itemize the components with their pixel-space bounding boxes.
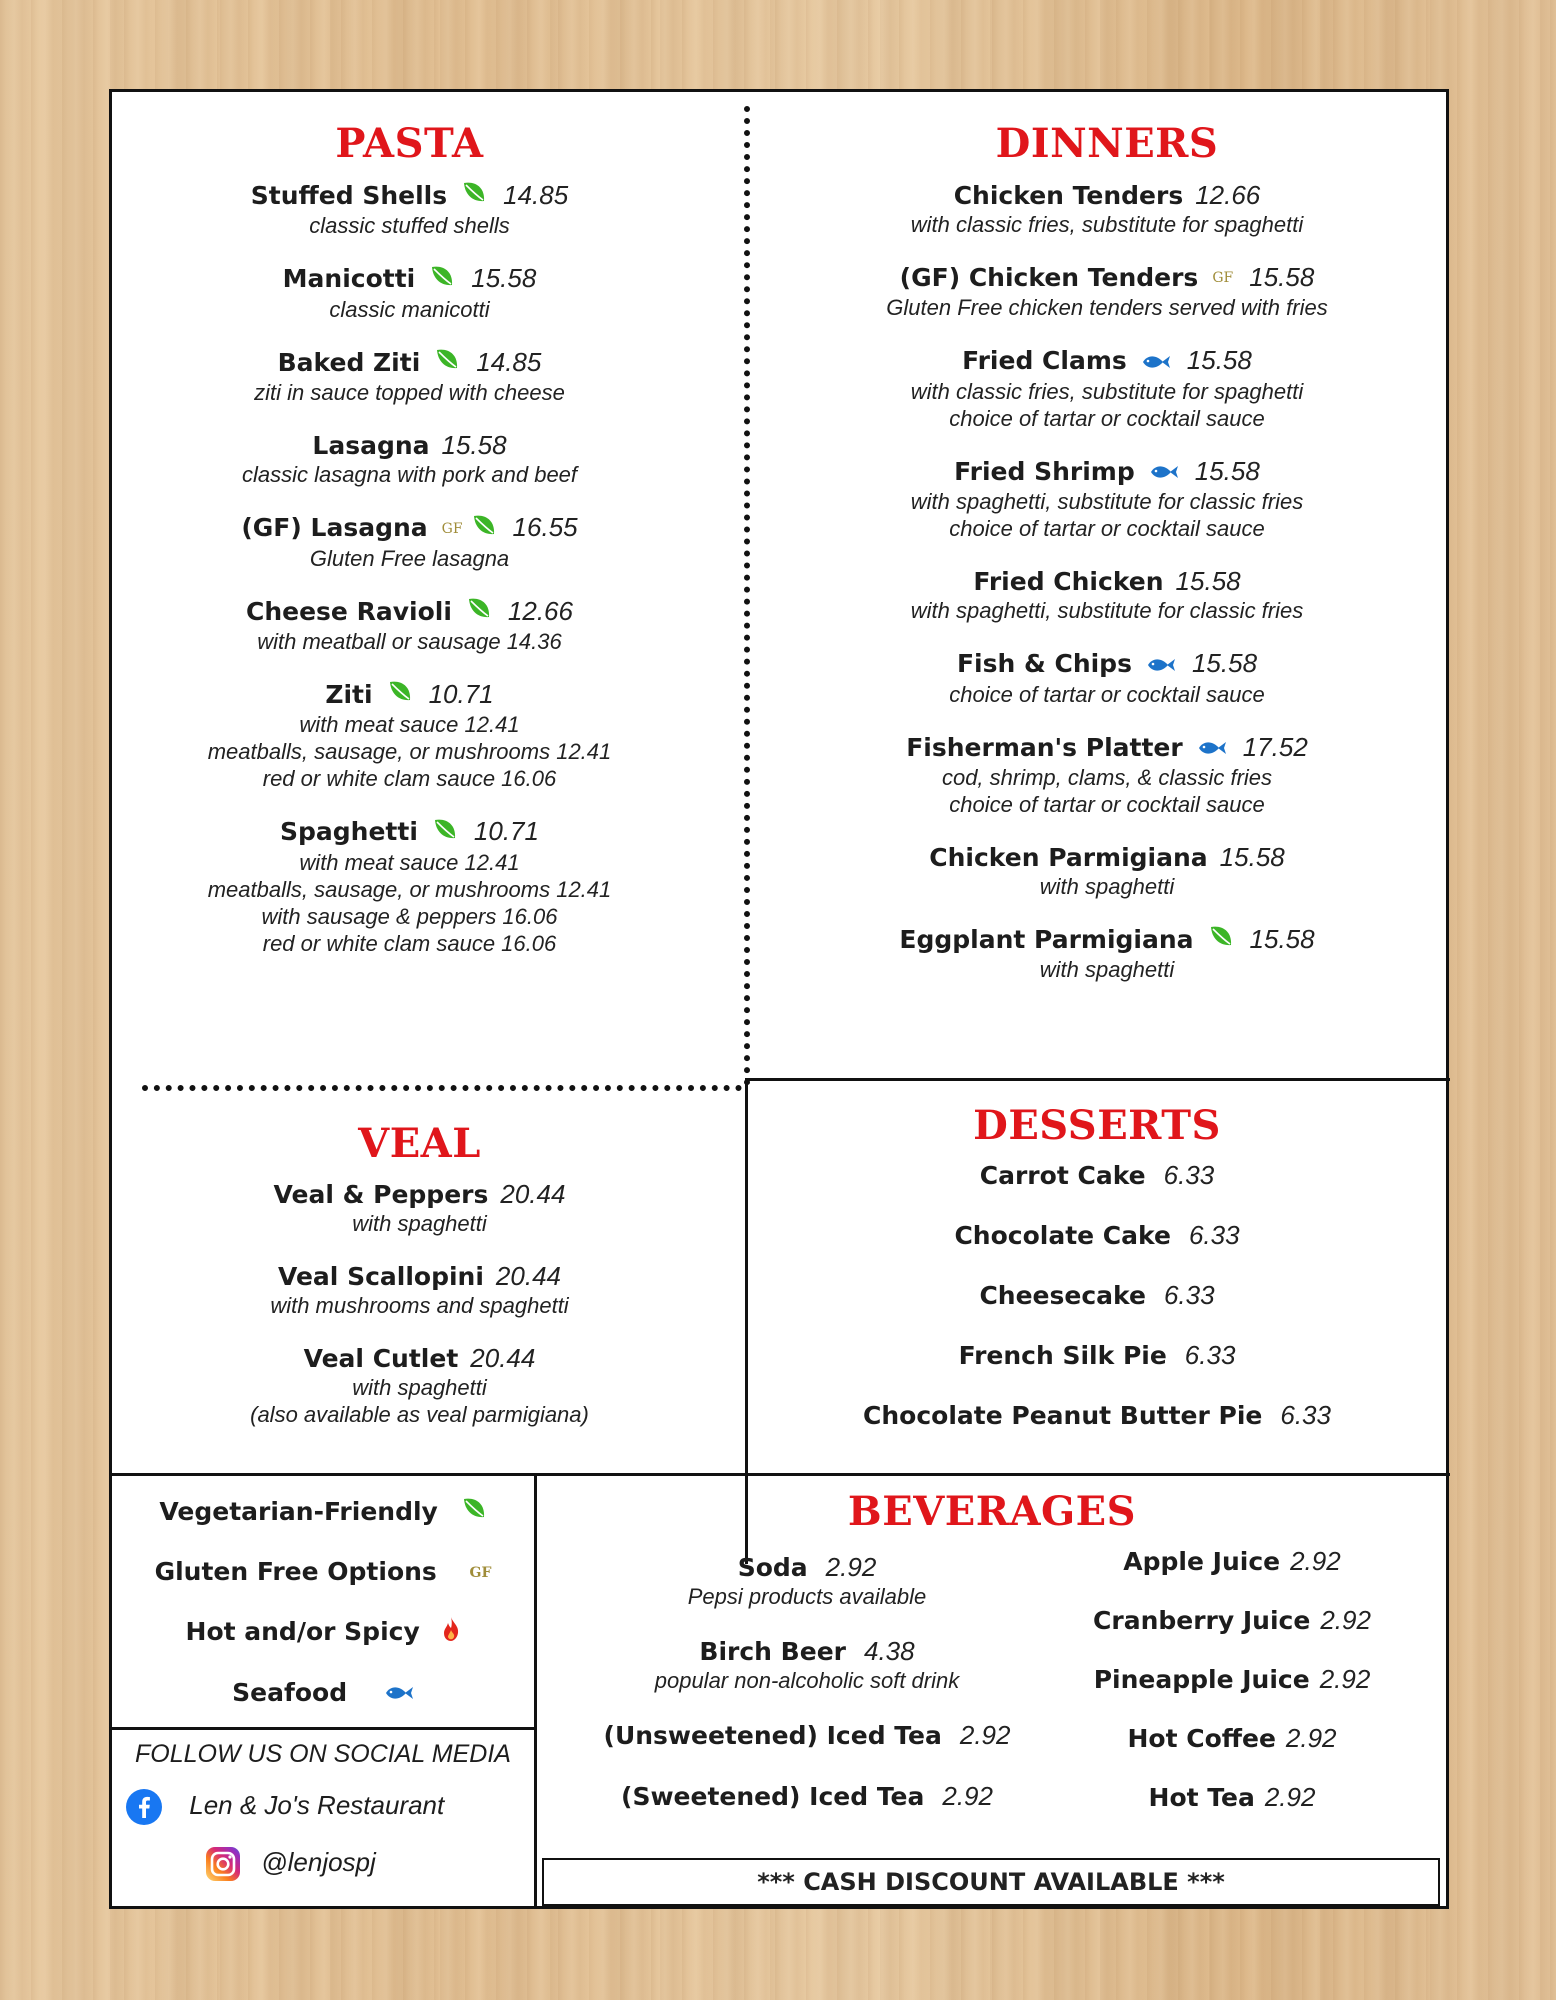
item-description: Gluten Free lasagna xyxy=(309,545,510,571)
dessert-item xyxy=(752,1160,1442,1191)
item-description: with spaghetti, substitute for classic fries xyxy=(910,489,1304,515)
item-name: Birch Beer xyxy=(699,1637,846,1666)
gf-icon: GF xyxy=(469,1565,492,1581)
menu-item-heading xyxy=(772,648,1442,680)
menu-item xyxy=(772,648,1442,707)
legend-gluten-free-label: Gluten Free Options xyxy=(154,1557,437,1586)
item-price: 4.38 xyxy=(863,1636,915,1666)
menu-item xyxy=(132,263,687,322)
menu-item xyxy=(772,732,1442,818)
menu-item xyxy=(772,456,1442,542)
leaf-icon xyxy=(387,680,413,711)
legend-border-right xyxy=(534,1473,537,1909)
menu-item-heading xyxy=(772,732,1442,764)
menu-item-heading xyxy=(132,430,687,461)
item-price: 2.92 xyxy=(1290,1546,1341,1576)
leaf-icon xyxy=(434,348,460,379)
menu-item xyxy=(772,180,1442,238)
menu-item-heading xyxy=(132,679,687,711)
item-name: Carrot Cake xyxy=(979,1161,1146,1190)
veal-section xyxy=(132,1120,707,1428)
item-price: 14.85 xyxy=(476,346,542,377)
section-divider xyxy=(142,1085,742,1091)
item-name: (GF) Lasagna xyxy=(241,513,428,543)
menu-item xyxy=(772,924,1442,983)
item-price: 2.92 xyxy=(959,1720,1011,1750)
item-description: red or white clam sauce 16.06 xyxy=(262,766,557,792)
item-description: with spaghetti xyxy=(1039,873,1175,899)
instagram-icon xyxy=(206,1847,240,1881)
item-price: 6.33 xyxy=(1163,1160,1215,1190)
legend-vegetarian xyxy=(112,1496,534,1529)
menu-item-heading xyxy=(772,924,1442,956)
social-heading: FOLLOW US ON SOCIAL MEDIA xyxy=(134,1740,511,1768)
legend-seafood xyxy=(112,1677,534,1710)
middle-border xyxy=(112,1473,1450,1476)
beverage-item xyxy=(1042,1723,1422,1754)
beverage-heading xyxy=(582,1552,1032,1583)
legend-seafood-label: Seafood xyxy=(232,1678,348,1707)
item-price: 20.44 xyxy=(470,1343,536,1373)
dessert-item xyxy=(752,1340,1442,1371)
item-price: 2.92 xyxy=(942,1781,993,1811)
legend-gluten-free xyxy=(112,1556,534,1589)
item-price: 12.66 xyxy=(507,595,573,626)
item-price: 15.58 xyxy=(1249,262,1315,292)
item-price: 15.58 xyxy=(1175,566,1241,597)
menu-item xyxy=(772,566,1442,624)
desserts-border-top xyxy=(745,1078,1450,1081)
veal-items xyxy=(132,1179,707,1428)
fish-icon xyxy=(384,1678,414,1710)
menu-item-heading xyxy=(772,262,1442,294)
item-description: Pepsi products available xyxy=(687,1584,927,1609)
item-price: 15.58 xyxy=(1219,841,1285,872)
menu-item-heading xyxy=(772,842,1442,873)
beverages-title: BEVERAGES xyxy=(847,1488,1137,1535)
item-name: Veal Cutlet xyxy=(303,1344,459,1373)
menu-page xyxy=(109,89,1449,1909)
facebook-link[interactable] xyxy=(112,1789,534,1825)
menu-item-heading xyxy=(132,347,687,379)
item-description: with spaghetti, substitute for classic fries xyxy=(910,598,1304,624)
item-description: with spaghetti xyxy=(1039,957,1175,983)
item-description: ziti in sauce topped with cheese xyxy=(254,380,565,406)
item-price: 6.33 xyxy=(1188,1220,1240,1250)
item-name: Lasagna xyxy=(312,431,430,461)
pasta-items xyxy=(132,180,687,957)
menu-item-heading xyxy=(132,596,687,628)
item-price: 2.92 xyxy=(1264,1782,1316,1812)
item-name: Apple Juice xyxy=(1123,1547,1281,1576)
item-price: 15.58 xyxy=(1186,345,1252,376)
item-price: 2.92 xyxy=(1319,1664,1371,1694)
item-name: Cranberry Juice xyxy=(1093,1606,1311,1635)
item-description: cod, shrimp, clams, & classic fries xyxy=(941,764,1273,790)
item-description: choice of tartar or cocktail sauce xyxy=(949,681,1265,707)
item-name: (Sweetened) Iced Tea xyxy=(621,1782,925,1811)
item-price: 2.92 xyxy=(825,1552,877,1582)
item-description: meatballs, sausage, or mushrooms 12.41 xyxy=(207,876,612,902)
item-name: Spaghetti xyxy=(280,817,418,847)
menu-item-heading xyxy=(772,456,1442,488)
leaf-icon xyxy=(461,1497,487,1529)
fish-icon xyxy=(1141,347,1171,378)
menu-item xyxy=(772,842,1442,900)
item-description: with spaghetti xyxy=(352,1211,487,1236)
item-price: 10.71 xyxy=(473,816,539,847)
social-section xyxy=(112,1740,534,1881)
leaf-icon xyxy=(1208,925,1234,956)
dessert-item xyxy=(752,1280,1442,1311)
leaf-icon xyxy=(461,181,487,212)
item-price: 6.33 xyxy=(1163,1280,1215,1310)
legend-spicy-label: Hot and/or Spicy xyxy=(185,1617,420,1646)
menu-item-heading xyxy=(132,1343,707,1374)
item-name: Veal & Peppers xyxy=(273,1180,489,1209)
leaf-icon xyxy=(432,818,458,849)
beverages-right-column xyxy=(1042,1546,1422,1841)
item-name: Baked Ziti xyxy=(277,347,421,377)
legend-vegetarian-label: Vegetarian-Friendly xyxy=(159,1497,438,1526)
item-description: with meatball or sausage 14.36 xyxy=(257,628,562,654)
item-description: choice of tartar or cocktail sauce xyxy=(949,405,1265,431)
dessert-item xyxy=(752,1220,1442,1251)
menu-item xyxy=(132,1261,707,1319)
fish-icon xyxy=(1146,650,1176,681)
item-name: Veal Scallopini xyxy=(278,1262,484,1291)
item-name: Cheesecake xyxy=(979,1281,1146,1310)
leaf-icon xyxy=(466,597,492,628)
menu-item-heading xyxy=(132,180,687,212)
beverage-heading xyxy=(582,1781,1032,1812)
item-name: (GF) Chicken Tenders xyxy=(899,263,1199,292)
menu-item-heading xyxy=(132,1179,707,1210)
item-price: 15.58 xyxy=(471,263,537,294)
item-description: with meat sauce 12.41 xyxy=(299,712,520,738)
instagram-handle: @lenjospj xyxy=(261,1847,376,1877)
item-price: 6.33 xyxy=(1184,1340,1236,1370)
beverage-item xyxy=(582,1636,1032,1694)
item-description: with spaghetti xyxy=(352,1375,487,1400)
menu-item xyxy=(132,1179,707,1237)
item-price: 15.58 xyxy=(1249,923,1315,954)
item-description: popular non-alcoholic soft drink xyxy=(654,1668,960,1693)
beverage-heading xyxy=(582,1720,1032,1751)
item-description: with meat sauce 12.41 xyxy=(299,849,520,875)
item-price: 10.71 xyxy=(428,678,494,709)
gf-icon: GF xyxy=(1212,270,1234,287)
item-description: Gluten Free chicken tenders served with fries xyxy=(886,295,1328,321)
dessert-item xyxy=(752,1400,1442,1431)
pasta-section xyxy=(132,120,687,957)
item-price: 14.85 xyxy=(503,180,569,210)
item-name: Hot Coffee xyxy=(1127,1724,1276,1753)
menu-item xyxy=(132,816,687,956)
menu-item-heading xyxy=(772,566,1442,597)
item-name: Stuffed Shells xyxy=(250,181,448,210)
item-price: 2.92 xyxy=(1285,1723,1337,1753)
menu-item xyxy=(132,512,687,571)
beverage-item xyxy=(1042,1605,1422,1636)
menu-item-heading xyxy=(132,816,687,848)
item-price: 16.55 xyxy=(512,512,578,543)
menu-item-heading xyxy=(132,1261,707,1292)
leaf-icon xyxy=(471,514,497,545)
fish-icon xyxy=(1197,733,1227,764)
desserts-title: DESSERTS xyxy=(973,1102,1221,1149)
dinners-title: DINNERS xyxy=(995,120,1219,167)
desserts-section xyxy=(752,1102,1442,1460)
item-price: 17.52 xyxy=(1242,731,1308,762)
beverage-item xyxy=(1042,1546,1422,1577)
menu-item xyxy=(772,345,1442,431)
menu-item-heading xyxy=(772,345,1442,377)
pasta-title: PASTA xyxy=(335,120,484,167)
beverage-item xyxy=(1042,1664,1422,1695)
menu-item xyxy=(132,1343,707,1428)
cash-discount-banner: *** CASH DISCOUNT AVAILABLE *** xyxy=(542,1858,1440,1906)
item-description: classic stuffed shells xyxy=(309,213,510,239)
leaf-icon xyxy=(429,265,455,296)
menu-item xyxy=(132,430,687,488)
menu-item-heading xyxy=(132,263,687,295)
menu-item xyxy=(132,180,687,239)
dinners-items xyxy=(772,180,1442,983)
item-price: 15.58 xyxy=(1191,648,1258,679)
item-name: Manicotti xyxy=(282,264,416,294)
instagram-link[interactable] xyxy=(112,1847,534,1881)
item-name: French Silk Pie xyxy=(958,1341,1167,1370)
item-price: 15.58 xyxy=(1194,455,1260,486)
gf-icon: GF xyxy=(441,520,463,537)
item-name: Eggplant Parmigiana xyxy=(899,924,1194,954)
item-description: red or white clam sauce 16.06 xyxy=(262,930,557,956)
dinners-section xyxy=(772,120,1442,983)
beverage-item xyxy=(582,1552,1032,1610)
item-name: Soda xyxy=(737,1553,808,1582)
beverage-item xyxy=(582,1781,1032,1812)
menu-item xyxy=(132,347,687,406)
menu-item xyxy=(132,679,687,792)
item-name: Fisherman's Platter xyxy=(906,732,1183,762)
beverage-item xyxy=(1042,1782,1422,1813)
column-divider xyxy=(744,106,750,1086)
beverage-item xyxy=(582,1720,1032,1751)
item-name: Chicken Tenders xyxy=(953,181,1184,210)
flame-icon xyxy=(442,1616,460,1650)
item-name: Chicken Parmigiana xyxy=(929,842,1208,872)
legend-spicy xyxy=(112,1616,534,1650)
item-price: 6.33 xyxy=(1280,1400,1331,1430)
item-name: Cheese Ravioli xyxy=(246,596,452,626)
veal-title: VEAL xyxy=(358,1120,481,1167)
menu-item xyxy=(132,596,687,655)
beverages-left-column xyxy=(582,1552,1032,1842)
item-name: Fried Shrimp xyxy=(954,456,1135,486)
item-name: Hot Tea xyxy=(1148,1783,1255,1812)
beverages-section xyxy=(542,1488,1442,1535)
menu-item xyxy=(772,262,1442,321)
item-description: (also available as veal parmigiana) xyxy=(250,1402,589,1427)
item-name: Ziti xyxy=(325,679,373,709)
item-description: meatballs, sausage, or mushrooms 12.41 xyxy=(207,739,612,765)
item-price: 20.44 xyxy=(500,1179,566,1209)
item-name: Fried Chicken xyxy=(973,567,1164,597)
item-description: with mushrooms and spaghetti xyxy=(270,1293,569,1318)
item-description: choice of tartar or cocktail sauce xyxy=(949,516,1265,542)
item-description: with sausage & peppers 16.06 xyxy=(261,903,558,929)
menu-item-heading xyxy=(772,180,1442,211)
desserts-items xyxy=(752,1160,1442,1431)
item-name: Fried Clams xyxy=(962,346,1127,376)
item-name: Chocolate Cake xyxy=(954,1221,1171,1250)
item-name: Chocolate Peanut Butter Pie xyxy=(863,1401,1263,1430)
legend-border-bottom xyxy=(112,1727,537,1730)
legend-section xyxy=(112,1496,534,1710)
item-description: classic lasagna with pork and beef xyxy=(241,462,578,488)
item-description: with classic fries, substitute for spaghetti xyxy=(910,212,1304,237)
facebook-icon xyxy=(126,1789,162,1825)
item-price: 20.44 xyxy=(495,1261,561,1291)
item-price: 15.58 xyxy=(441,430,507,461)
item-price: 12.66 xyxy=(1195,180,1261,210)
item-description: classic manicotti xyxy=(329,296,490,322)
menu-item-heading xyxy=(132,512,687,544)
item-name: Fish & Chips xyxy=(956,649,1132,679)
facebook-handle: Len & Jo's Restaurant xyxy=(189,1789,445,1820)
fish-icon xyxy=(1149,457,1179,488)
item-price: 2.92 xyxy=(1320,1605,1371,1635)
item-name: Pineapple Juice xyxy=(1093,1665,1310,1694)
item-description: with classic fries, substitute for spaghetti xyxy=(910,378,1304,404)
item-name: (Unsweetened) Iced Tea xyxy=(603,1721,942,1750)
item-description: choice of tartar or cocktail sauce xyxy=(949,791,1265,817)
beverage-heading xyxy=(582,1636,1032,1667)
